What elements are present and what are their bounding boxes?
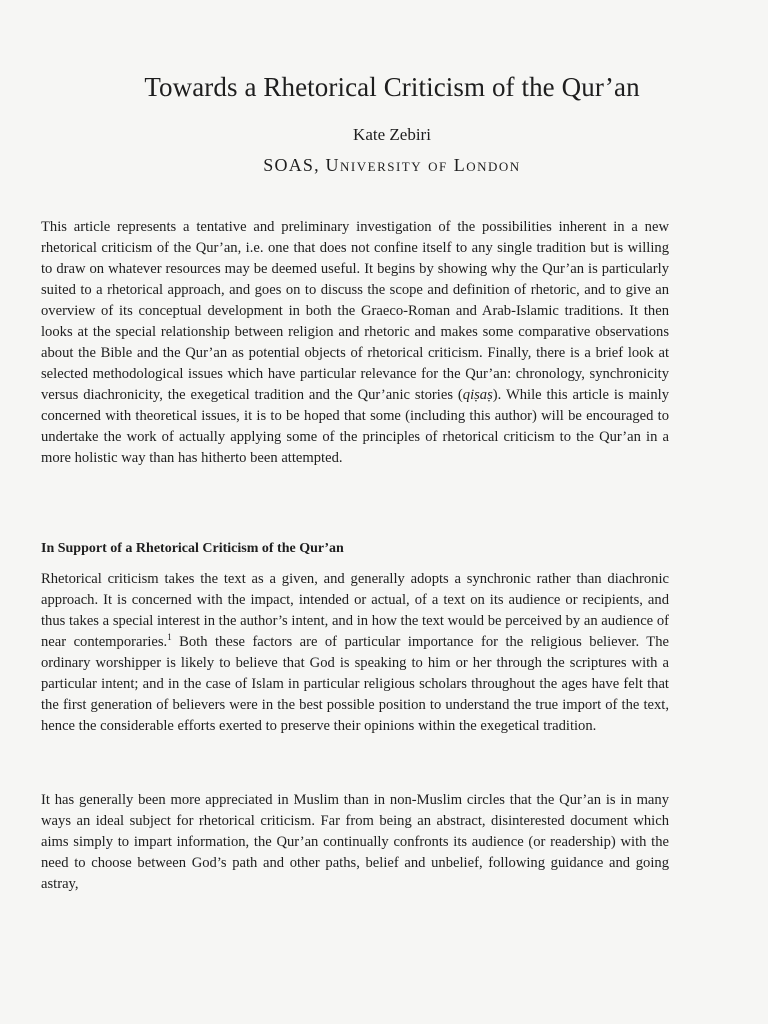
affiliation-university: University of London [325, 155, 521, 175]
abstract-italic-term: qiṣaṣ [462, 387, 493, 403]
article-title: Towards a Rhetorical Criticism of the Qur’an [144, 72, 640, 102]
abstract-paragraph [41, 217, 669, 469]
paragraph-1-text-start: Rhetorical criticism takes the text as a given, and generally adopts a synchronic rather than diachronic approach. It is concerned with the impact, intended or actual, of a text on its audience or recipients, and thus takes a special interest in the author’s intent, and in how the text would be perceived by an audience of near contemporaries. [41, 571, 669, 650]
footnote-marker[interactable]: 1 [167, 632, 172, 642]
affiliation-soas: SOAS, [263, 155, 320, 175]
author-name: Kate Zebiri [353, 125, 431, 144]
section-heading: In Support of a Rhetorical Criticism of the Qur’an [41, 541, 344, 556]
abstract-text-start: This article represents a tentative and preliminary investigation of the possibilities inherent in a new rhetorical criticism of the Qur’an, i.e. one that does not confine itself to any single tradition but is willing to draw on whatever resources may be deemed useful. It begins by showing why the Qur’an is particularly suited to a rhetorical approach, and goes on to discuss the scope and definition of rhetoric, and to give an overview of its conceptual development in both the Graeco-Roman and Arab-Islamic traditions. It then looks at the special relationship between religion and rhetoric and makes some comparative observations about the Bible and the Qur’an as potential objects of rhetorical criticism. Finally, there is a brief look at selected methodological issues which have particular relevance for the Qur’an: chronology, synchronicity versus diachronicity, the exegetical tradition and the Qur’anic stories ( [41, 219, 669, 403]
body-paragraph-1 [41, 569, 669, 737]
author-affiliation [0, 153, 768, 177]
body-paragraph-2: It has generally been more appreciated in Muslim than in non-Muslim circles that the Qur’an is in many ways an ideal subject for rhetorical criticism. Far from being an abstract, disinterested document which aims simply to impart information, the Qur’an continually confronts its audience (or readership) with the need to choose between God’s path and other paths, belief and unbelief, following guidance and going astray, [41, 792, 669, 892]
abstract-text-end: ). While this article is mainly concerned with theoretical issues, it is to be hoped that some (including this author) will be encouraged to undertake the work of actually applying some of the principles of rhetorical criticism to the Qur’an in a more holistic way than has hitherto been attempted. [41, 387, 670, 466]
paragraph-1-text-end: Both these factors are of particular importance for the religious believer. The ordinary worshipper is likely to believe that God is speaking to him or her through the scriptures with a particular intent; and in the case of Islam in particular religious scholars throughout the ages have felt that the first generation of believers were in the best possible position to understand the true import of the text, hence the considerable efforts exerted to preserve their opinions within the exegetical tradition. [41, 634, 669, 734]
